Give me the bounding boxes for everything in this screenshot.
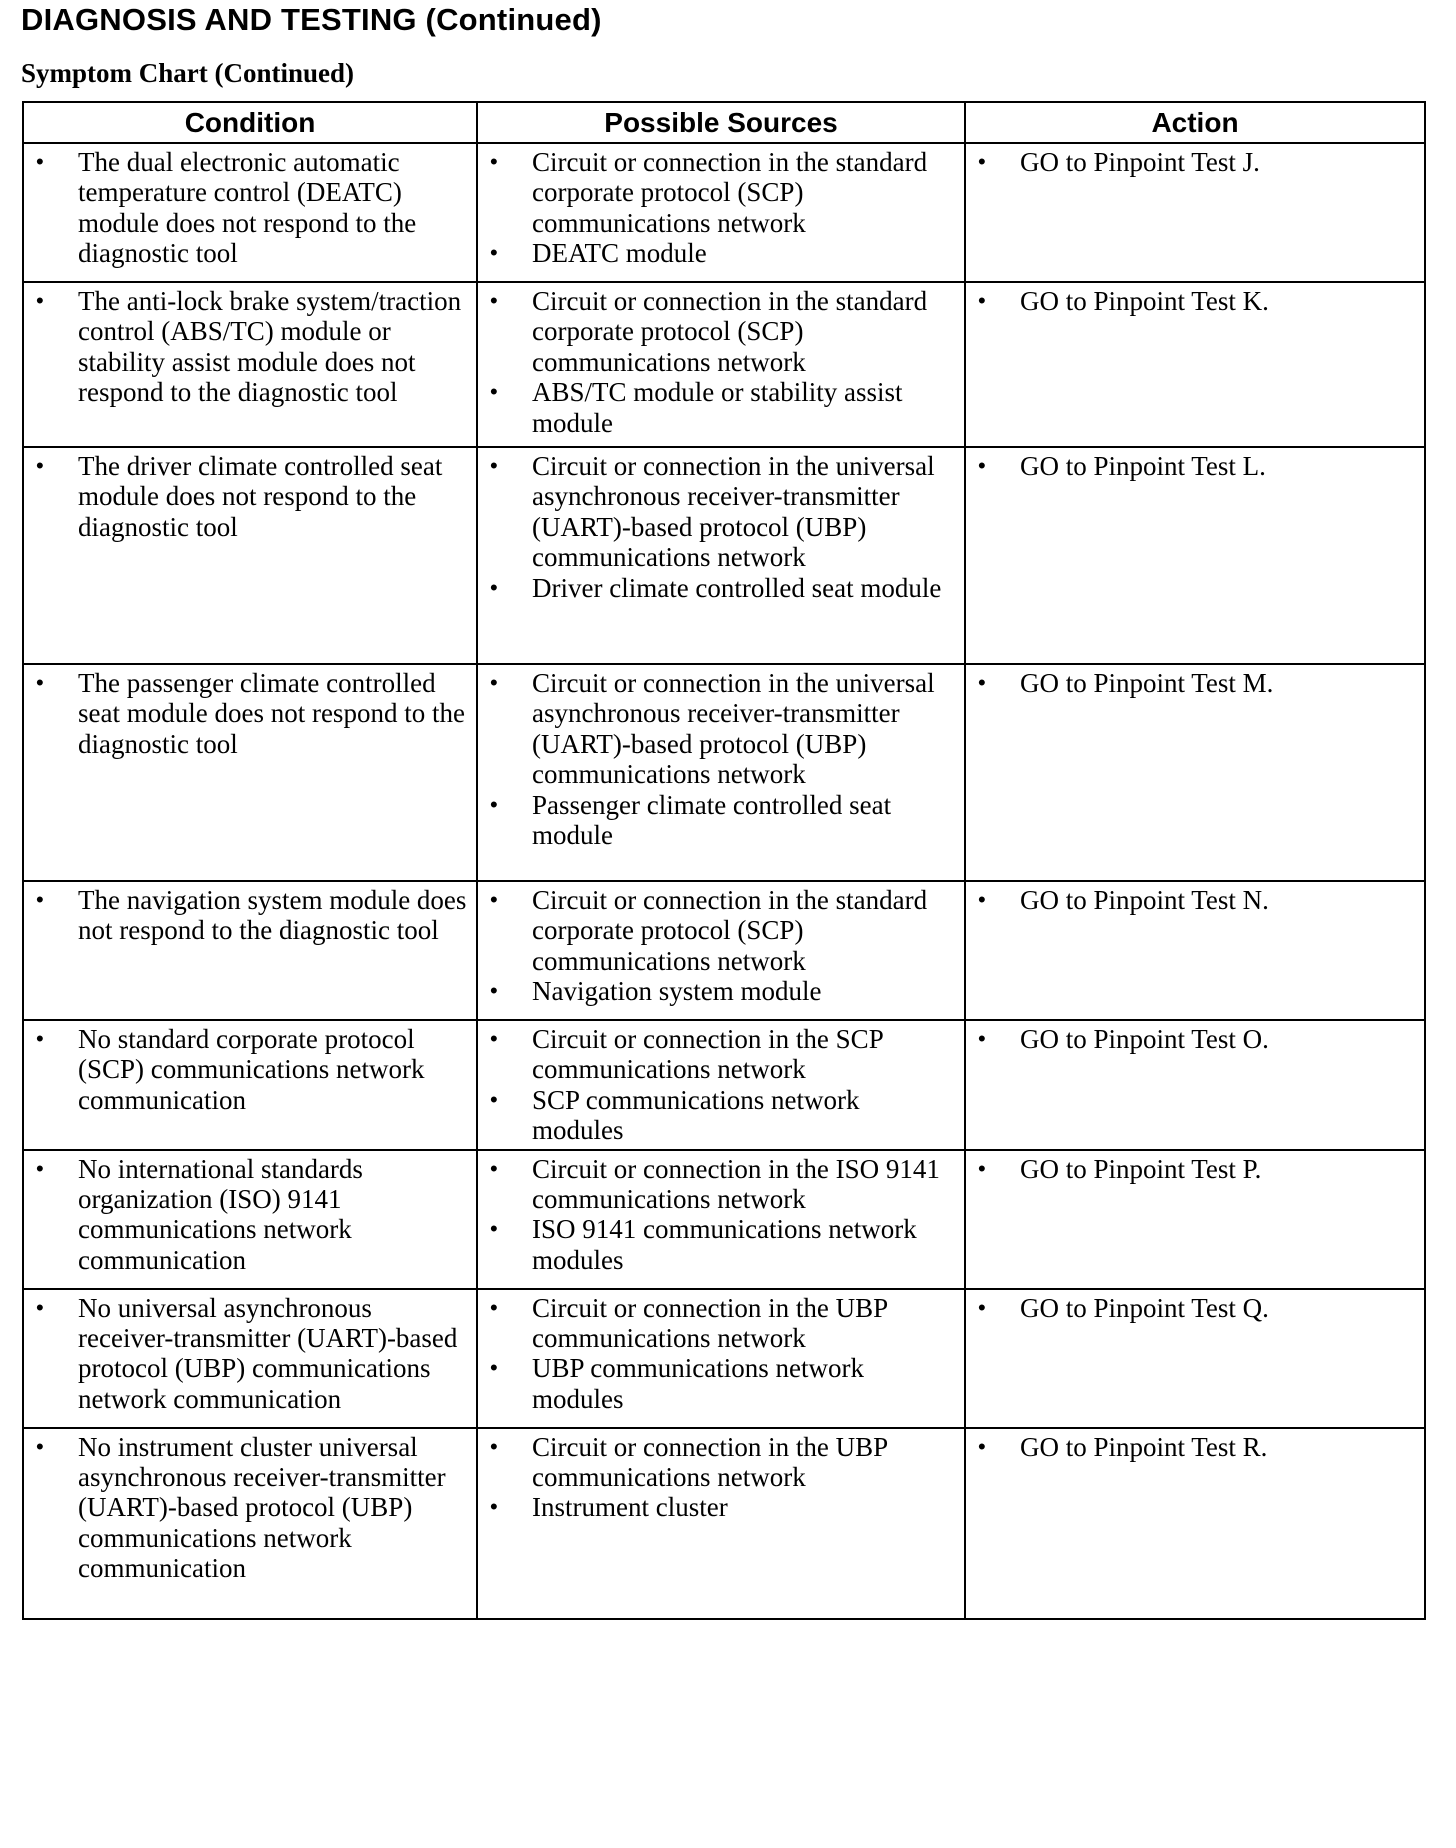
condition-cell (23, 143, 477, 282)
sources-cell (477, 1020, 965, 1150)
source-item: • Driver climate controlled seat module (478, 573, 964, 603)
condition-cell (23, 1020, 477, 1150)
action-text: • GO to Pinpoint Test R. (966, 1432, 1424, 1462)
condition-cell (23, 447, 477, 664)
source-item: • Circuit or connection in the standard corporate protocol (SCP) communications network (478, 147, 964, 238)
sources-cell (477, 282, 965, 447)
condition-text: • No instrument cluster universal asynchronous receiver-transmitter (UART)-based protocol (UBP) communications network communication (24, 1432, 476, 1584)
table-row (23, 143, 1425, 282)
condition-text: • The navigation system module does not respond to the diagnostic tool (24, 885, 476, 946)
condition-text: • No international standards organization (ISO) 9141 communications network communication (24, 1154, 476, 1276)
action-text: • GO to Pinpoint Test L. (966, 451, 1424, 481)
source-item: • Circuit or connection in the standard corporate protocol (SCP) communications network (478, 885, 964, 976)
action-text: • GO to Pinpoint Test P. (966, 1154, 1424, 1184)
page-title: DIAGNOSIS AND TESTING (Continued) (21, 2, 602, 37)
action-cell (965, 1150, 1425, 1289)
action-cell (965, 447, 1425, 664)
action-cell (965, 282, 1425, 447)
condition-text: • The dual electronic automatic temperature control (DEATC) module does not respond to the diagnostic tool (24, 147, 476, 269)
sources-cell (477, 1150, 965, 1289)
source-item: • Circuit or connection in the universal asynchronous receiver-transmitter (UART)-based protocol (UBP) communications network (478, 668, 964, 790)
table-header-row (23, 102, 1425, 143)
action-cell (965, 1289, 1425, 1428)
condition-text: • No universal asynchronous receiver-transmitter (UART)-based protocol (UBP) communications network communication (24, 1293, 476, 1415)
source-item: • Circuit or connection in the ISO 9141 communications network (478, 1154, 964, 1215)
source-item: • DEATC module (478, 238, 964, 268)
header-condition: Condition (23, 102, 477, 143)
sources-cell (477, 1289, 965, 1428)
sources-cell (477, 664, 965, 881)
condition-cell (23, 1289, 477, 1428)
action-cell (965, 664, 1425, 881)
action-text: • GO to Pinpoint Test Q. (966, 1293, 1424, 1323)
source-item: • ABS/TC module or stability assist module (478, 377, 964, 438)
condition-cell (23, 881, 477, 1020)
table-row (23, 1289, 1425, 1428)
source-item: • ISO 9141 communications network modules (478, 1214, 964, 1275)
table-row (23, 881, 1425, 1020)
table-row (23, 1150, 1425, 1289)
condition-cell (23, 1428, 477, 1619)
condition-text: • The anti-lock brake system/traction control (ABS/TC) module or stability assist module does not respond to the diagnostic tool (24, 286, 476, 408)
action-cell (965, 1428, 1425, 1619)
action-cell (965, 881, 1425, 1020)
header-action: Action (965, 102, 1425, 143)
action-cell (965, 1020, 1425, 1150)
sources-cell (477, 1428, 965, 1619)
action-text: • GO to Pinpoint Test J. (966, 147, 1424, 177)
source-item: • UBP communications network modules (478, 1353, 964, 1414)
condition-cell (23, 664, 477, 881)
source-item: • Circuit or connection in the SCP communications network (478, 1024, 964, 1085)
action-text: • GO to Pinpoint Test N. (966, 885, 1424, 915)
table-row (23, 664, 1425, 881)
table-row (23, 1428, 1425, 1619)
table-row (23, 447, 1425, 664)
source-item: • Circuit or connection in the UBP communications network (478, 1293, 964, 1354)
action-text: • GO to Pinpoint Test O. (966, 1024, 1424, 1054)
action-text: • GO to Pinpoint Test M. (966, 668, 1424, 698)
condition-cell (23, 1150, 477, 1289)
condition-text: • The passenger climate controlled seat module does not respond to the diagnostic tool (24, 668, 476, 759)
header-possible-sources: Possible Sources (477, 102, 965, 143)
source-item: • Navigation system module (478, 976, 964, 1006)
source-item: • Circuit or connection in the universal asynchronous receiver-transmitter (UART)-based protocol (UBP) communications network (478, 451, 964, 573)
condition-cell (23, 282, 477, 447)
source-item: • Instrument cluster (478, 1492, 964, 1522)
source-item: • SCP communications network modules (478, 1085, 964, 1146)
table-row (23, 1020, 1425, 1150)
condition-text: • No standard corporate protocol (SCP) communications network communication (24, 1024, 476, 1115)
symptom-chart-table (22, 101, 1426, 1620)
source-item: • Circuit or connection in the standard corporate protocol (SCP) communications network (478, 286, 964, 377)
source-item: • Passenger climate controlled seat module (478, 790, 964, 851)
condition-text: • The driver climate controlled seat module does not respond to the diagnostic tool (24, 451, 476, 542)
table-row (23, 282, 1425, 447)
sources-cell (477, 881, 965, 1020)
source-item: • Circuit or connection in the UBP communications network (478, 1432, 964, 1493)
sources-cell (477, 143, 965, 282)
sources-cell (477, 447, 965, 664)
chart-title: Symptom Chart (Continued) (21, 58, 355, 88)
action-cell (965, 143, 1425, 282)
action-text: • GO to Pinpoint Test K. (966, 286, 1424, 316)
